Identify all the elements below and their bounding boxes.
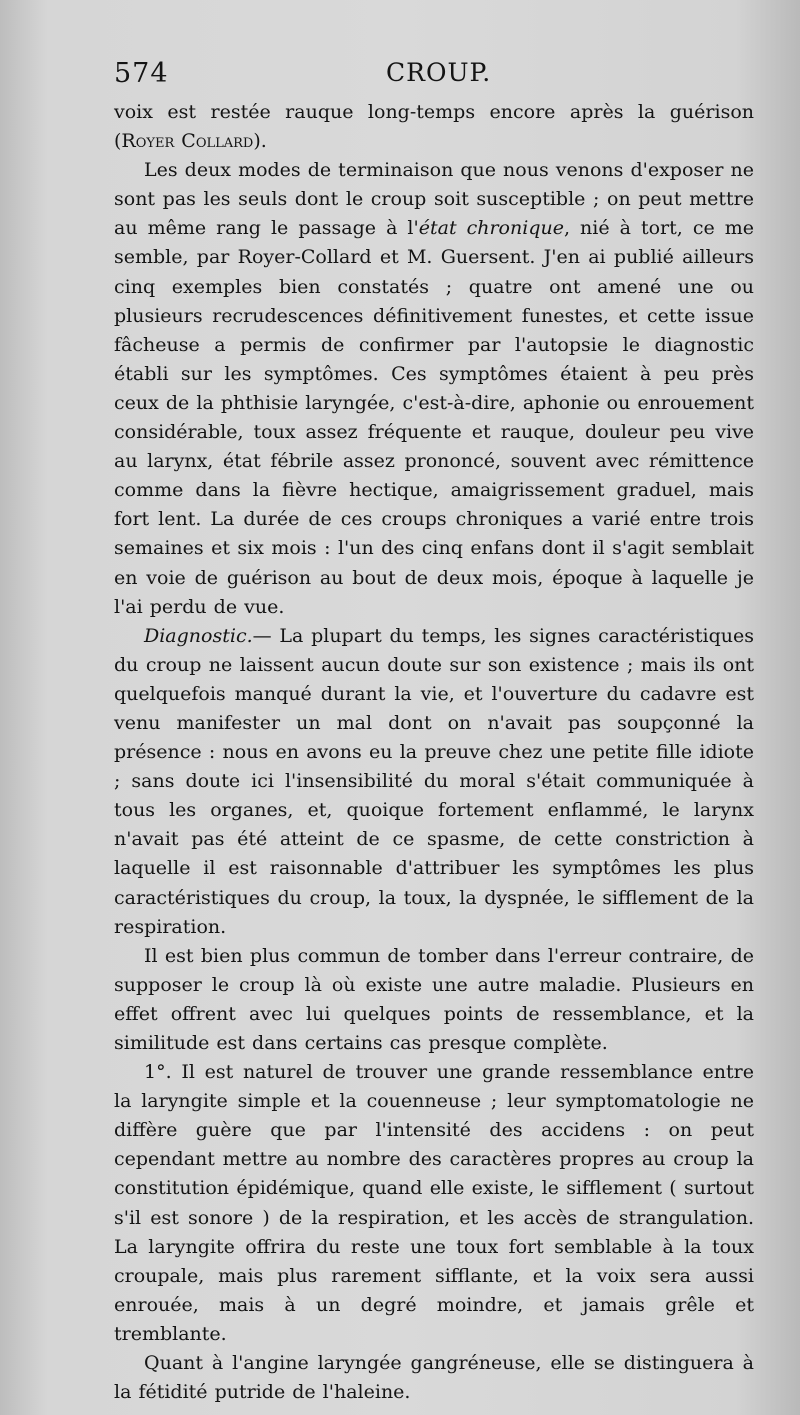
section-heading: Diagnostic. [144, 624, 253, 647]
paragraph-contrary-error [114, 942, 754, 1058]
paragraph-continuation [114, 98, 754, 156]
paragraph-text: Les deux modes de terminaison que nous venons d'exposer ne sont pas les seuls dont le croup soit susceptible ; on peut mettre au même rang le passage à l' [114, 159, 754, 240]
paragraph-text: 1°. Il est naturel de trouver une grande ressemblance entre la laryngite simple et la couenneuse ; leur symptomatologie ne diffère guère que par l'intensité des accidens : on peut cependant mettre au nombre des caractères propres au croup la constitution épidémique, quand elle existe, le sifflement ( surtout s'il est sonore ) de la respiration, et les accès de strangulation. La laryngite offrira du reste une toux fort semblable à la toux croupale, mais plus rarement sifflante, et la voix sera aussi enrouée, mais à un degré moindre, et jamais grêle et tremblante. [114, 1061, 754, 1345]
running-title: CROUP. [386, 58, 492, 87]
paragraph-gangrenous-angina [114, 1349, 754, 1407]
book-page [114, 58, 754, 1407]
running-head [114, 58, 754, 98]
paragraph-diagnostic [114, 622, 754, 942]
paragraph-text: Quant à l'angine laryngée gangréneuse, elle se distinguera à la fétidité putride de l'haleine. [114, 1352, 754, 1404]
page-number: 574 [114, 58, 169, 89]
italic-term: état chronique [418, 217, 564, 240]
paragraph-text: ). [253, 130, 267, 153]
author-name: Royer Collard [121, 130, 254, 153]
paragraph-chronic-state [114, 156, 754, 622]
paragraph-text: voix est restée rauque long-temps encore après la guérison ( [114, 101, 754, 153]
paragraph-text: — La plupart du temps, les signes caractéristiques du croup ne laissent aucun doute sur son existence ; mais ils ont quelquefois manqué durant la vie, et l'ouverture du cadavre est venu manifester un mal dont on n'avait pas soupçonné la présence : nous en avons eu la preuve chez une petite fille idiote ; sans doute ici l'insensibilité du moral s'était communiquée à tous les organes, et, quoique fortement enflammé, le larynx n'avait pas été atteint de ce spasme, de cette constriction à laquelle il est raisonnable d'attribuer les symptômes les plus caractéristiques du croup, la toux, la dyspnée, le sifflement de la respiration. [114, 624, 754, 938]
paragraph-text: Il est bien plus commun de tomber dans l'erreur contraire, de supposer le croup là où existe une autre maladie. Plusieurs en effet offrent avec lui quelques points de ressemblance, et la similitude est dans certains cas presque complète. [114, 944, 754, 1054]
paragraph-text: , nié à tort, ce me semble, par Royer-Collard et M. Guersent. J'en ai publié ailleurs cinq exemples bien constatés ; quatre ont amené une ou plusieurs recrudescences définitivement funestes, et cette issue fâcheuse a permis de confirmer par l'autopsie le diagnostic établi sur les symptômes. Ces symptômes étaient à peu près ceux de la phthisie laryngée, c'est-à-dire, aphonie ou enrouement considérable, toux assez fréquente et rauque, douleur peu vive au larynx, état fébrile assez prononcé, souvent avec rémittence comme dans la fièvre hectique, amaigrissement graduel, mais fort lent. La durée de ces croups chroniques a varié entre trois semaines et six mois : l'un des cinq enfans dont il s'agit semblait en voie de guérison au bout de deux mois, époque à laquelle je l'ai perdu de vue. [114, 217, 754, 618]
body-text [114, 98, 754, 1407]
paragraph-laryngitis [114, 1058, 754, 1349]
